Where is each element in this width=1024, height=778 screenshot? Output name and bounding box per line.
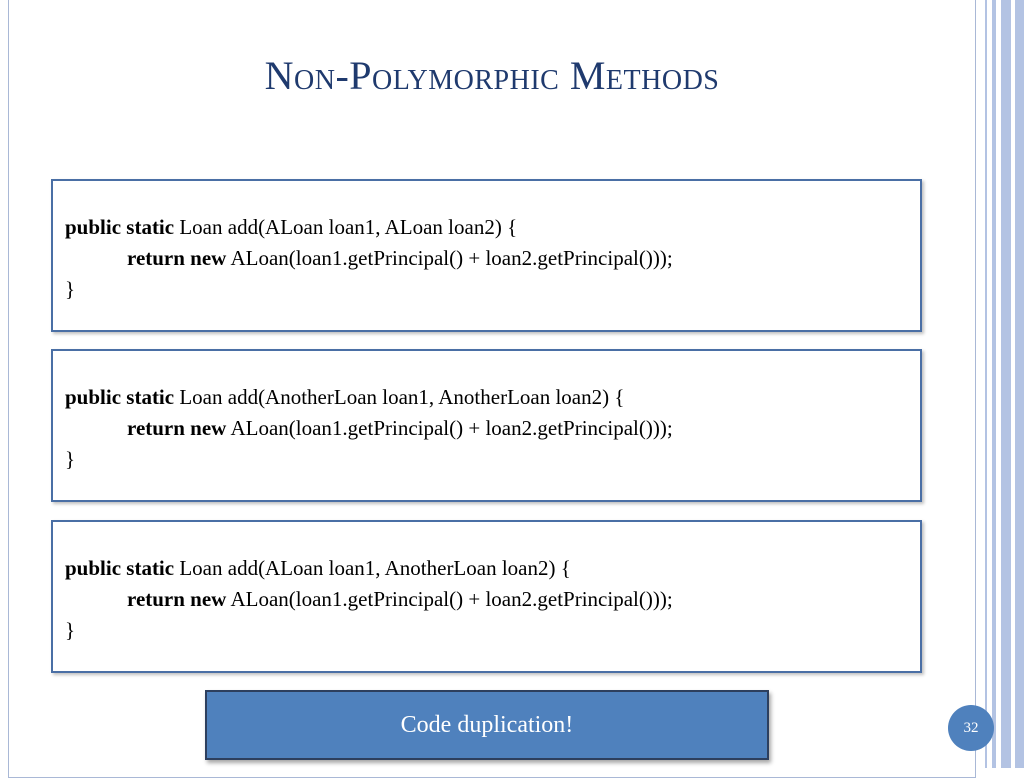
code-block-3 [51, 520, 922, 673]
code-block-2 [51, 349, 922, 502]
page-number-badge: 32 [948, 705, 994, 751]
code-body-line [65, 584, 673, 615]
keyword: return new [127, 246, 227, 270]
code-signature-line [65, 382, 673, 413]
code-text: ALoan(loan1.getPrincipal() + loan2.getPrincipal())); [226, 416, 673, 440]
slide-title: Non-Polymorphic Methods [264, 53, 720, 98]
keyword: return new [127, 587, 227, 611]
keyword: public static [65, 385, 175, 409]
code-duplication-callout: Code duplication! [205, 690, 769, 760]
keyword: return new [127, 416, 227, 440]
keyword: public static [65, 215, 175, 239]
code-text: ALoan(loan1.getPrincipal() + loan2.getPrincipal())); [226, 587, 673, 611]
code-signature-line [65, 212, 673, 243]
code-signature-line [65, 553, 673, 584]
code-text: Loan add(ALoan loan1, AnotherLoan loan2) { [174, 556, 571, 580]
code-text: Loan add(AnotherLoan loan1, AnotherLoan loan2) { [174, 385, 625, 409]
code-block-1 [51, 179, 922, 332]
code-body-line [65, 413, 673, 444]
code-close-line: } [65, 447, 76, 471]
code-text: Loan add(ALoan loan1, ALoan loan2) { [174, 215, 518, 239]
code-close-line: } [65, 277, 76, 301]
code-close-line: } [65, 618, 76, 642]
keyword: public static [65, 556, 175, 580]
code-text: ALoan(loan1.getPrincipal() + loan2.getPrincipal())); [226, 246, 673, 270]
decorative-stripes [981, 0, 1024, 768]
code-body-line [65, 243, 673, 274]
